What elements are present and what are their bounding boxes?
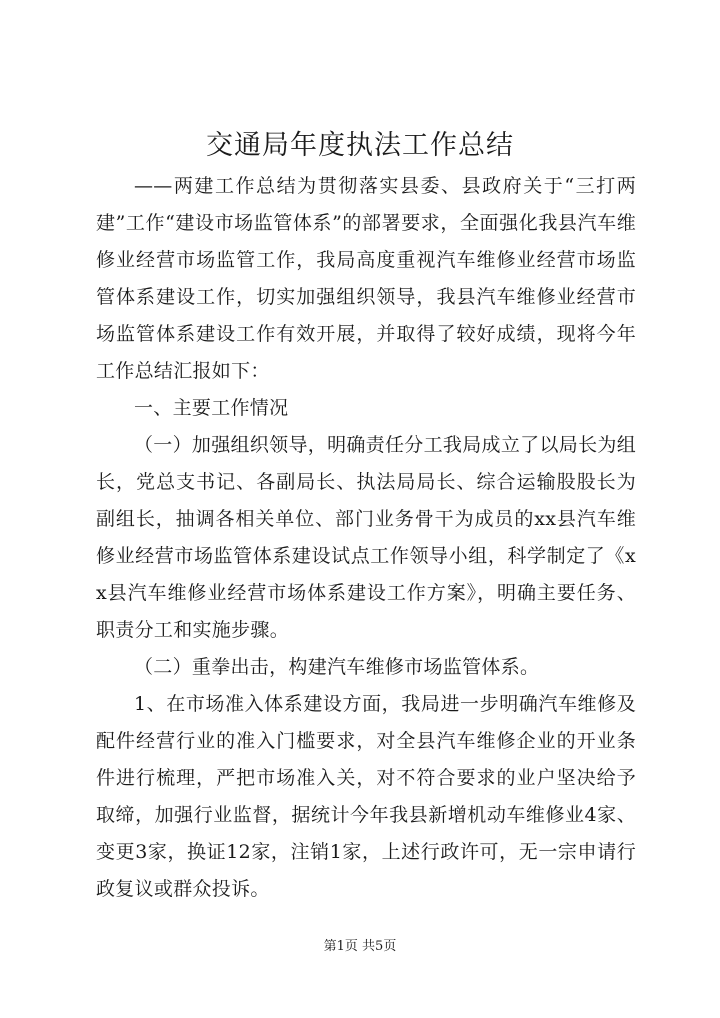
- page-footer: 第1页 共5页: [323, 939, 397, 954]
- paragraph-supervision-system: （二）重拳出击，构建汽车维修市场监管体系。: [134, 656, 540, 678]
- paragraph-market-access: 1、在市场准入体系建设方面，我局进一步明确汽车维修及配件经营行业的准入门槛要求，对全县汽车维修企业的开业条件进行梳理，严把市场准入关，对不符合要求的业户坚决给予取缔，加强行业监督，据统计今年我县新增机动车维修业4家、变更3家，换证12家，注销1家，上述行政许可，无一宗申请行政复议或群众投诉。: [96, 693, 636, 900]
- paragraph-organization-leadership: （一）加强组织领导，明确责任分工我局成立了以局长为组长，党总支书记、各副局长、执法局局长、综合运输股股长为副组长，抽调各相关单位、部门业务骨干为成员的xx县汽车维修业经营市场监管体系建设试点工作领导小组，科学制定了《xx县汽车维修业经营市场体系建设工作方案》，明确主要任务、职责分工和实施步骤。: [96, 434, 636, 641]
- document-body: [96, 168, 636, 908]
- intro-paragraph: ——两建工作总结为贯彻落实县委、县政府关于“三打两建”工作“建设市场监管体系”的部署要求，全面强化我县汽车维修业经营市场监管工作，我局高度重视汽车维修业经营市场监管体系建设工作，切实加强组织领导，我县汽车维修业经营市场监管体系建设工作有效开展，并取得了较好成绩，现将今年工作总结汇报如下：: [96, 175, 636, 382]
- document-title: 交通局年度执法工作总结: [206, 130, 514, 161]
- section-heading-main-work: 一、主要工作情况: [134, 397, 289, 419]
